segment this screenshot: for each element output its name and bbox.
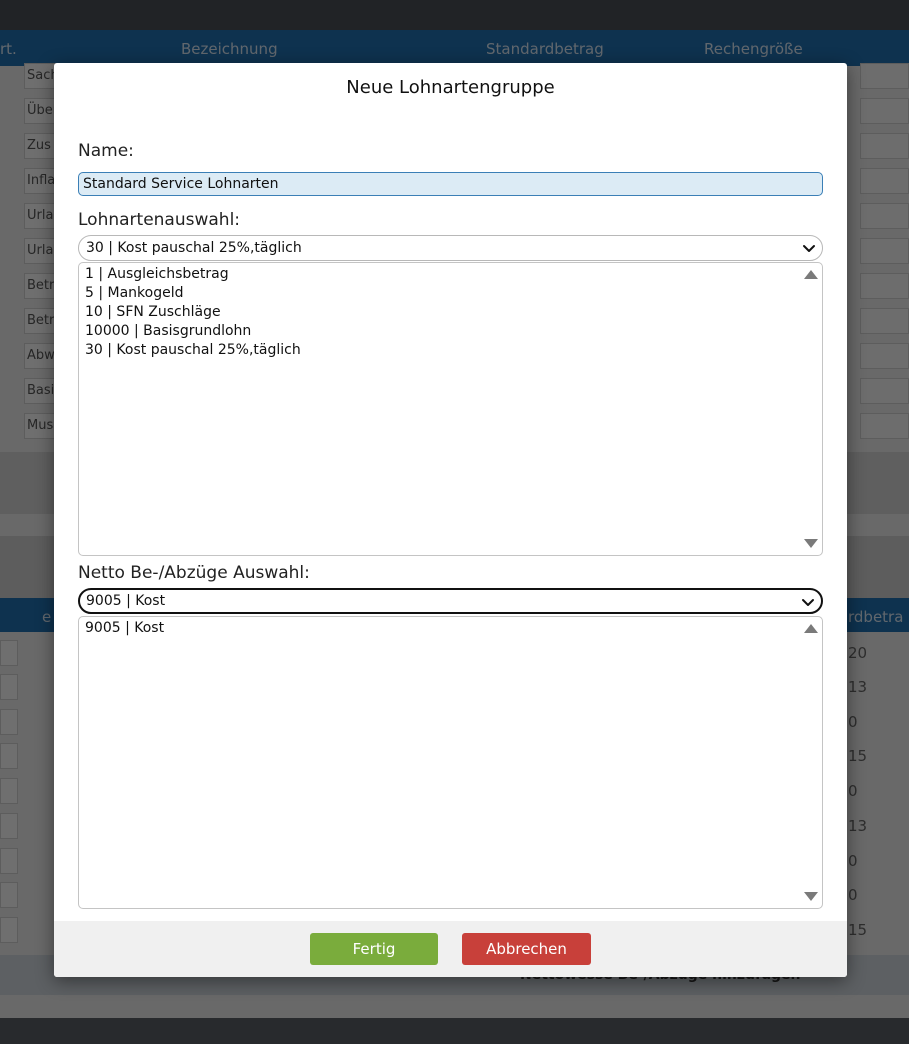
triangle-up-icon[interactable] [803, 268, 819, 280]
netto-select[interactable] [78, 588, 823, 614]
new-wage-type-group-dialog [54, 63, 847, 977]
cancel-button[interactable]: Abbrechen [462, 933, 591, 965]
done-button[interactable]: Fertig [310, 933, 438, 965]
list-item[interactable]: 10 | SFN Zuschläge [85, 304, 221, 320]
lohnarten-label: Lohnartenauswahl: [78, 210, 241, 230]
dialog-footer [54, 921, 847, 977]
name-label: Name: [78, 141, 134, 161]
triangle-down-icon[interactable] [803, 538, 819, 550]
dialog-title: Neue Lohnartengruppe [346, 77, 555, 98]
list-item[interactable]: 1 | Ausgleichsbetrag [85, 266, 229, 282]
lohnarten-select[interactable] [78, 235, 823, 261]
lohnarten-listbox[interactable] [78, 262, 823, 556]
lohnarten-selected-value: 30 | Kost pauschal 25%,täglich [86, 240, 302, 256]
list-item[interactable]: 30 | Kost pauschal 25%,täglich [85, 342, 301, 358]
netto-listbox[interactable] [78, 616, 823, 909]
netto-selected-value: 9005 | Kost [86, 593, 166, 609]
chevron-down-icon [802, 241, 816, 255]
triangle-up-icon[interactable] [803, 622, 819, 634]
list-item[interactable]: 9005 | Kost [85, 620, 165, 636]
list-item[interactable]: 10000 | Basisgrundlohn [85, 323, 252, 339]
name-input[interactable] [78, 172, 823, 196]
list-item[interactable]: 5 | Mankogeld [85, 285, 184, 301]
triangle-down-icon[interactable] [803, 891, 819, 903]
chevron-down-icon [801, 595, 815, 609]
netto-label: Netto Be-/Abzüge Auswahl: [78, 563, 310, 583]
